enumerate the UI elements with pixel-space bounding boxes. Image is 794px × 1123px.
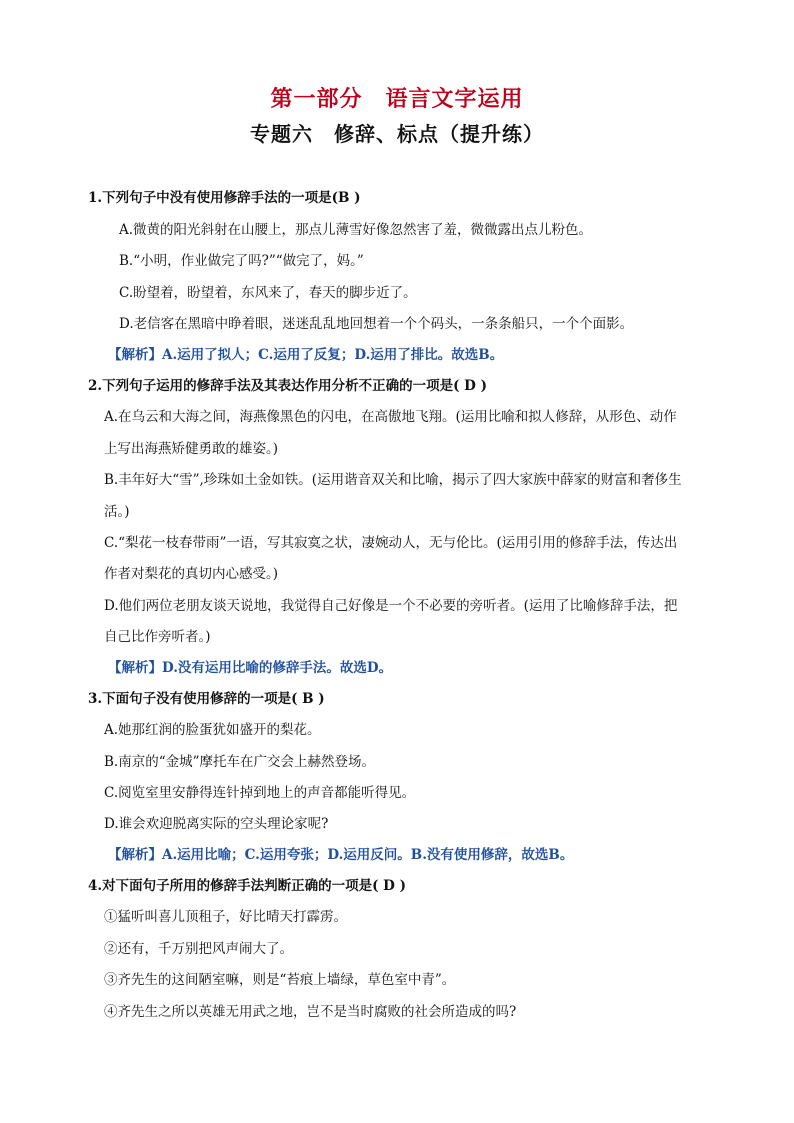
question-1-analysis: 【解析】A.运用了拟人；C.运用了反复；D.运用了排比。故选B。 [108, 347, 504, 363]
topic-title: 专题六 修辞、标点（提升练） [250, 122, 544, 146]
question-1-option-c: C.盼望着，盼望着，东风来了，春天的脚步近了。 [119, 285, 417, 301]
question-2-option-b-line1: B.丰年好大“雪”,珍珠如土金如铁。(运用谐音双关和比喻，揭示了四大家族中薛家的财富和奢侈生 [104, 472, 682, 488]
question-2-option-c-line2: 作者对梨花的真切内心感受。) [104, 566, 279, 582]
question-1-option-a: A.微黄的阳光斜射在山腰上，那点儿薄雪好像忽然害了羞，微微露出点儿粉色。 [119, 222, 593, 238]
question-4-item-4: ④齐先生之所以英雄无用武之地，岂不是当时腐败的社会所造成的吗? [104, 1004, 517, 1020]
question-3-option-c: C.阅览室里安静得连针掉到地上的声音都能听得见。 [104, 785, 416, 801]
question-3-option-b: B.南京的“金城”摩托车在广交会上赫然登场。 [104, 754, 376, 770]
question-2-option-d-line1: D.他们两位老朋友谈天说地，我觉得自己好像是一个不必要的旁听者。(运用了比喻修辞手法，把 [104, 598, 678, 614]
question-4-item-3: ③齐先生的这间陋室嘛，则是“苔痕上墙绿，草色室中青”。 [104, 972, 456, 988]
question-4-stem: 4.对下面句子所用的修辞手法判断正确的一项是( D ) [88, 878, 406, 894]
question-2-option-a-line2: 上写出海燕矫健勇敢的雄姿。) [104, 441, 279, 457]
question-2-option-d-line2: 自己比作旁听者。) [104, 629, 211, 645]
question-1-stem: 1.下列句子中没有使用修辞手法的一项是(B ) [88, 190, 361, 206]
question-3-stem: 3.下面句子没有使用修辞的一项是( B ) [88, 691, 325, 707]
question-1-option-b: B.“小明，作业做完了吗?”“做完了，妈。” [119, 253, 364, 269]
question-2-option-b-line2: 活。) [104, 504, 130, 520]
question-4-item-1: ①猛听叫喜儿顶租子，好比晴天打霹雳。 [104, 909, 347, 925]
question-4-item-2: ②还有，千万别把风声闹大了。 [104, 941, 293, 957]
question-1-option-d: D.老信客在黑暗中睁着眼，迷迷乱乱地回想着一个个码头，一条条船只，一个个面影。 [119, 316, 634, 332]
question-3-option-d: D.谁会欢迎脱离实际的空头理论家呢? [104, 816, 329, 832]
question-3-option-a: A.她那红润的脸蛋犹如盛开的梨花。 [104, 722, 321, 738]
question-3-analysis: 【解析】A.运用比喻；C.运用夸张；D.运用反问。B.没有使用修辞，故选B。 [108, 847, 574, 863]
part-title: 第一部分 语言文字运用 [270, 86, 524, 112]
question-2-stem: 2.下列句子运用的修辞手法及其表达作用分析不正确的一项是( D ) [88, 378, 487, 394]
question-2-option-a-line1: A.在乌云和大海之间，海燕像黑色的闪电，在高傲地飞翔。(运用比喻和拟人修辞，从形色、动作 [104, 409, 677, 425]
question-2-option-c-line1: C.“梨花一枝春带雨”一语，写其寂寞之状，凄婉动人，无与伦比。(运用引用的修辞手法，传达出 [104, 535, 678, 551]
question-2-analysis: 【解析】D.没有运用比喻的修辞手法。故选D。 [108, 660, 393, 676]
